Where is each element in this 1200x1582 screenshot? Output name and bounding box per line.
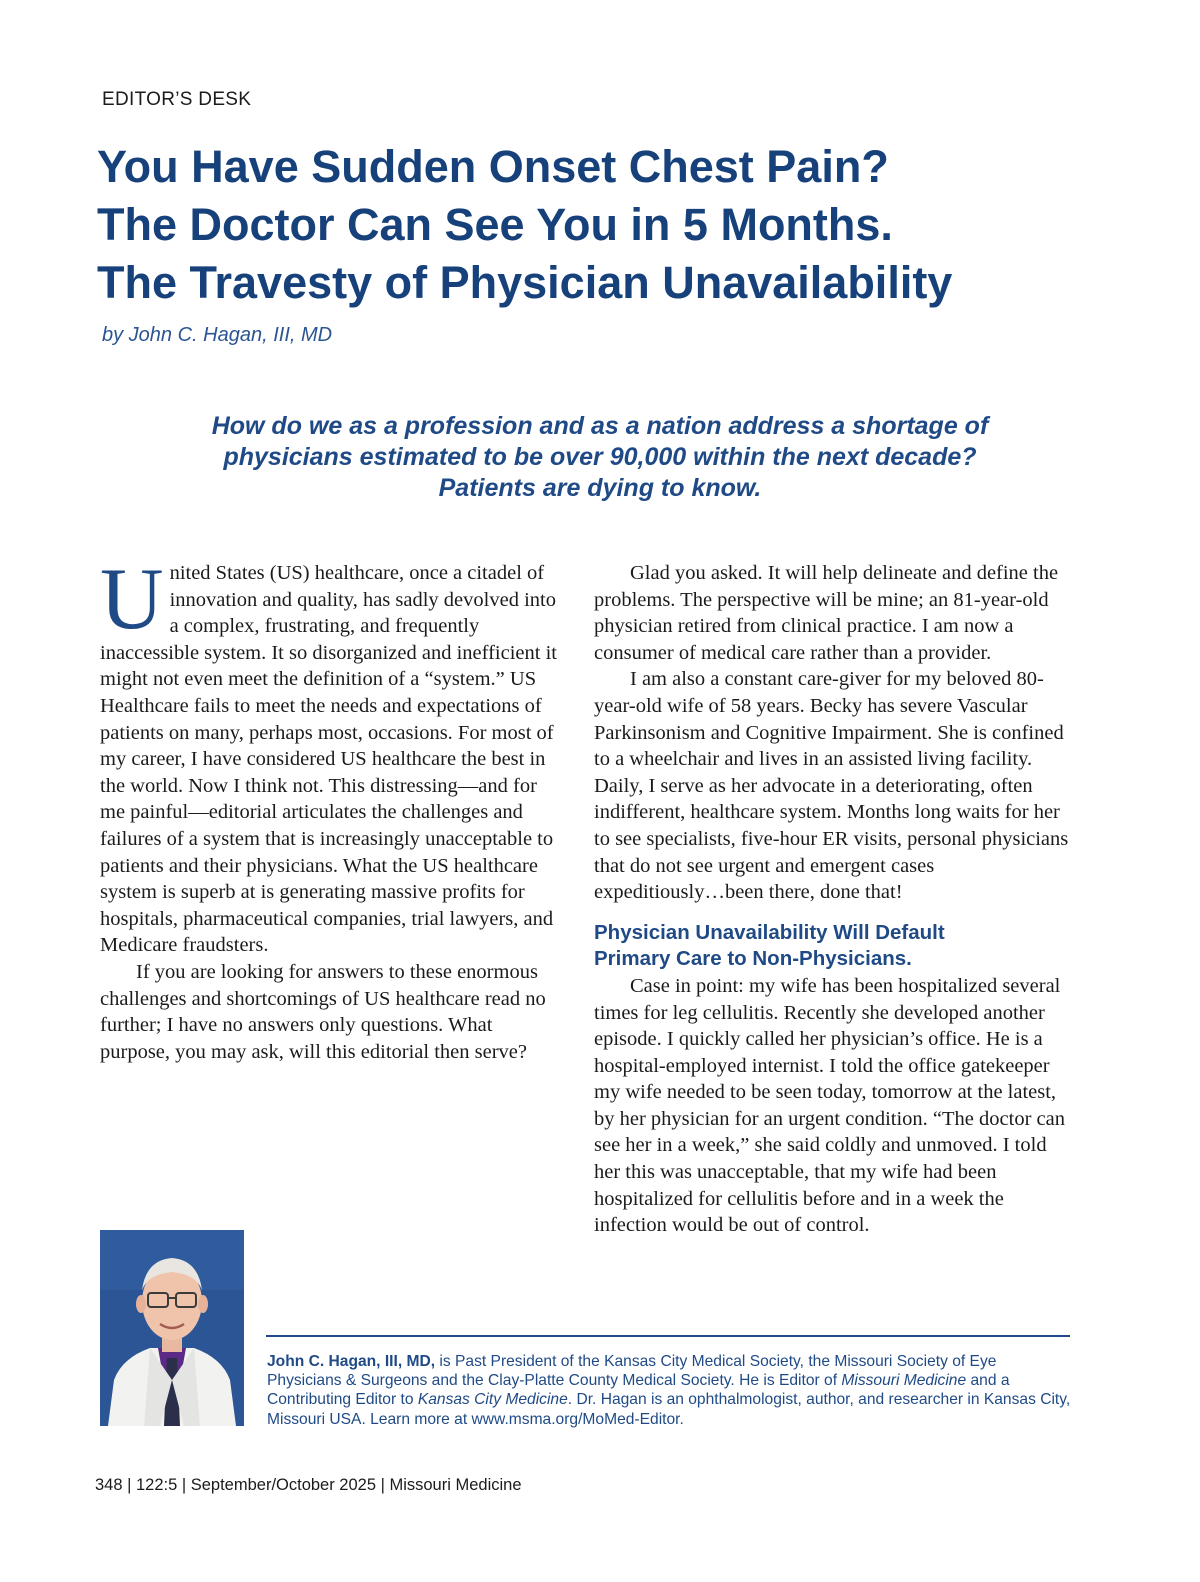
bio-text-3: . Dr. Hagan is an ophthalmologist, author, and researcher in Kansas City, Missouri USA. Learn more at www.msma.org/MoMed-Editor. xyxy=(267,1391,1071,1428)
bio-divider xyxy=(266,1335,1070,1337)
left-paragraph-1-text: nited States (US) healthcare, once a citadel of innovation and quality, has sadly devolved into a complex, frustrating, and frequently inaccessible system. It so disorganized and inefficient it might not even meet the definition of a “system.” US Healthcare fails to meet the needs and expectations of patients on many, perhaps most, occasions. For most of my career, I have considered US healthcare the best in the world. Now I think not. This distressing—and for me painful—editorial articulates the challenges and failures of a system that is increasingly unacceptable to patients and their physicians. What the US healthcare system is superb at is generating massive profits for hospitals, pharmaceutical companies, trial lawyers, and Medicare fraudsters. xyxy=(100,562,557,957)
author-photo xyxy=(100,1230,244,1426)
right-paragraph-3: Case in point: my wife has been hospitalized several times for leg cellulitis. Recently she developed another episode. I quickly called her physician’s office. He is a hospital-employed internist. I told the office gatekeeper my wife needed to be seen today, tomorrow at the latest, by her physician for an urgent condition. “The doctor can see her in a week,” she said coldly and unmoved. I told her this was unacceptable, that my wife had been hospitalized for cellulitis before and in a week the infection would be out of control. xyxy=(594,974,1065,1237)
left-column xyxy=(100,551,562,1065)
right-column xyxy=(594,560,1069,1239)
title-line-3: The Travesty of Physician Unavailability xyxy=(97,257,953,308)
deck-line-2: physicians estimated to be over 90,000 within the next decade? xyxy=(223,443,977,471)
right-paragraph-1: Glad you asked. It will help delineate and define the problems. The perspective will be mine; an 81-year-old physician retired from clinical practice. I am now a consumer of medical care rather than a provider. xyxy=(594,562,1059,664)
left-paragraph-2: If you are looking for answers to these enormous challenges and shortcomings of US healthcare read no further; I have no answers only questions. What purpose, you may ask, will this editorial then serve? xyxy=(100,960,546,1063)
left-paragraph-1 xyxy=(100,551,562,959)
deck-line-1: How do we as a profession and as a nation address a shortage of xyxy=(211,412,989,440)
bio-text-1: is Past President of the Kansas City Medical Society, the Missouri Society of Eye Physicians & Surgeons and the Clay-Platte County Medical Society. He is Editor of xyxy=(267,1353,997,1390)
bio-journal-title: Missouri Medicine xyxy=(841,1372,967,1390)
deck-pullquote xyxy=(100,411,1100,504)
byline: by John C. Hagan, III, MD xyxy=(102,324,333,346)
subheading-line-1: Physician Unavailability Will Default xyxy=(594,920,945,944)
title-line-2: The Doctor Can See You in 5 Months. xyxy=(97,199,893,250)
author-bio xyxy=(267,1352,1075,1429)
section-label: EDITOR’S DESK xyxy=(102,89,252,110)
author-portrait-illustration xyxy=(100,1230,244,1426)
drop-cap: U xyxy=(100,551,164,648)
subheading-line-2: Primary Care to Non-Physicians. xyxy=(594,947,912,971)
deck-line-3: Patients are dying to know. xyxy=(438,474,762,502)
right-paragraph-2: I am also a constant care-giver for my beloved 80-year-old wife of 58 years. Becky has severe Vascular Parkinsonism and Cognitive Impairment. She is confined to a wheelchair and lives in an assisted living facility. Daily, I serve as her advocate in a deteriorating, often indifferent, healthcare system. Months long waits for her to see specialists, five-hour ER visits, personal physicians that do not see urgent and emergent cases expeditiously…been there, done that! xyxy=(594,668,1069,904)
bio-text-2: and a Contributing Editor to xyxy=(267,1372,1010,1409)
subheading xyxy=(594,920,1069,973)
page-footer: 348 | 122:5 | September/October 2025 | Missouri Medicine xyxy=(95,1476,522,1494)
article-title xyxy=(97,138,1117,312)
bio-kc-journal-title: Kansas City Medicine xyxy=(417,1391,568,1409)
bio-author-name: John C. Hagan, III, MD, xyxy=(267,1353,436,1370)
title-line-1: You Have Sudden Onset Chest Pain? xyxy=(97,141,889,192)
